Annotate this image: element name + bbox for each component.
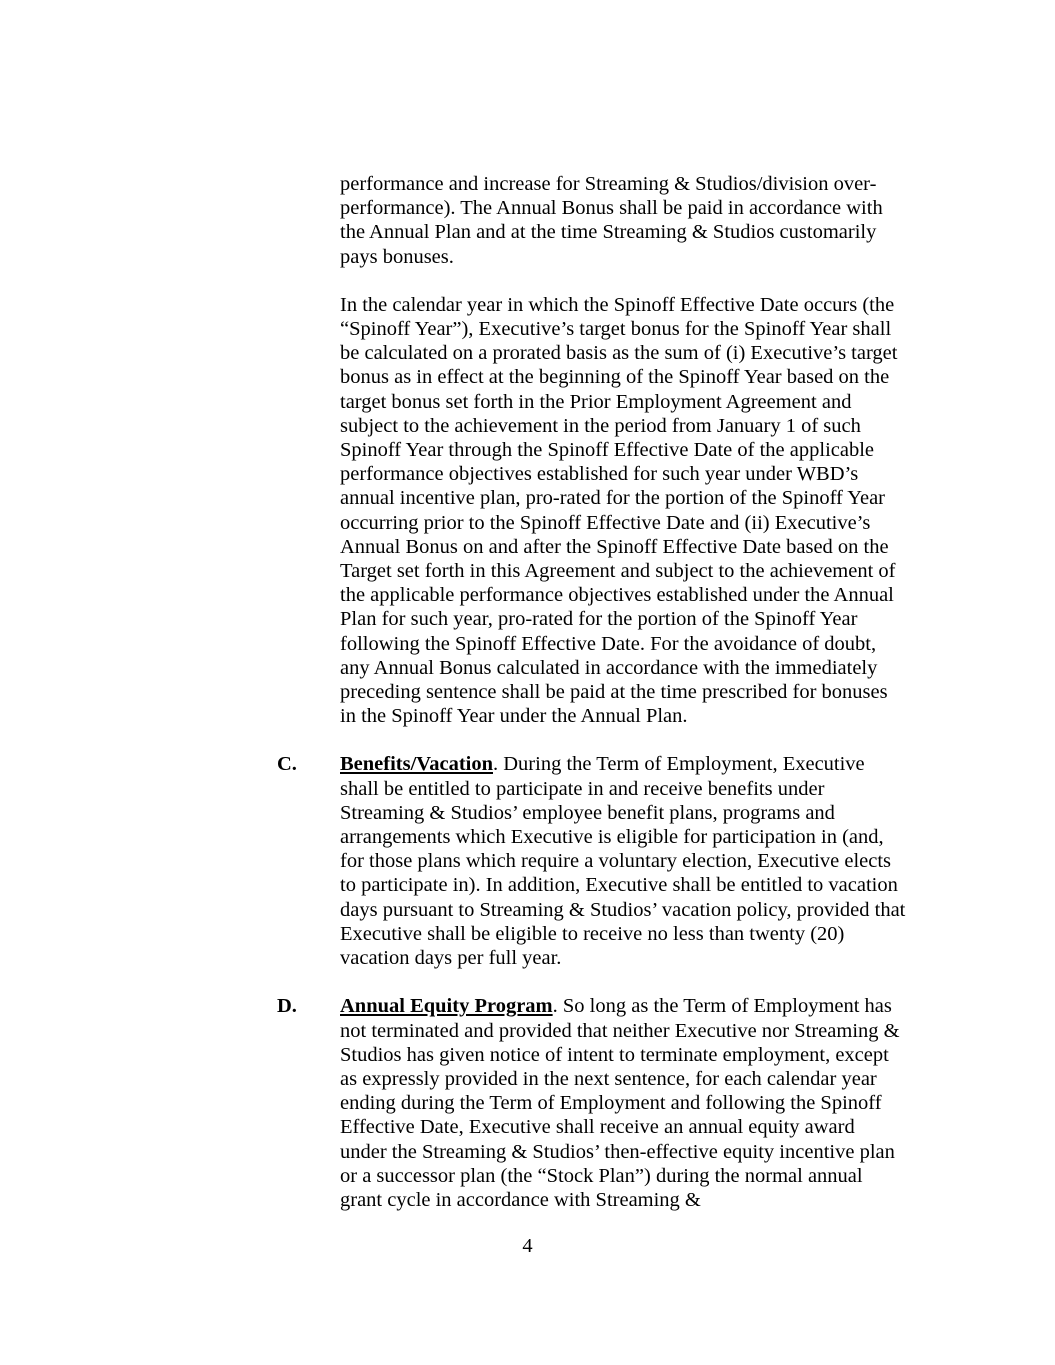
- body-paragraph: performance and increase for Streaming & Studios/division over-performance). The Annual Bonus shall be paid in accordance with the Annual Plan and at the time Streaming & Studios customarily pays bonuses.: [340, 173, 883, 268]
- document-body: [277, 172, 909, 1236]
- section-body-text: . So long as the Term of Employment has not terminated and provided that neither Executive nor Streaming & Studios has given notice of intent to terminate employment, except as expressly provided in the next sentence, for each calendar year ending during the Term of Employment and following the Spinoff Effective Date, Executive shall receive an annual equity award under the Streaming & Studios’ then-effective equity incentive plan or a successor plan (the “Stock Plan”) during the normal annual grant cycle in accordance with Streaming &: [340, 995, 900, 1211]
- section-heading: Annual Equity Program: [340, 995, 553, 1018]
- section-paragraph: [340, 994, 906, 1212]
- body-paragraph: In the calendar year in which the Spinoff Effective Date occurs (the “Spinoff Year”), Executive’s target bonus for the Spinoff Year shall be calculated on a prorated basis as the sum of (i) Executive’s target bonus as in effect at the beginning of the Spinoff Year based on the target bonus set forth in the Prior Employment Agreement and subject to the achievement in the period from January 1 of such Spinoff Year through the Spinoff Effective Date of the applicable performance objectives established for such year under WBD’s annual incentive plan, pro-rated for the portion of the Spinoff Year occurring prior to the Spinoff Effective Date and (ii) Executive’s Annual Bonus on and after the Spinoff Effective Date based on the Target set forth in this Agreement and subject to the achievement of the applicable performance objectives established under the Annual Plan for such year, pro-rated for the portion of the Spinoff Year following the Spinoff Effective Date. For the avoidance of doubt, any Annual Bonus calculated in accordance with the immediately preceding sentence shall be paid at the time prescribed for bonuses in the Spinoff Year under the Annual Plan.: [340, 293, 898, 728]
- section-d: [277, 994, 909, 1212]
- section-body-text: . During the Term of Employment, Executive shall be entitled to participate in and receive benefits under Streaming & Studios’ employee benefit plans, programs and arrangements which Executive is eligible for participation in (and, for those plans which require a voluntary election, Executive elects to participate in). In addition, Executive shall be entitled to vacation days pursuant to Streaming & Studios’ vacation policy, provided that Executive shall be eligible to receive no less than twenty (20) vacation days per full year.: [340, 753, 906, 970]
- section-letter: D.: [277, 995, 297, 1018]
- section-paragraph: [340, 752, 906, 970]
- page-number: 4: [522, 1235, 533, 1257]
- section-c: [277, 752, 909, 970]
- section-heading: Benefits/Vacation: [340, 753, 493, 776]
- section-letter: C.: [277, 753, 297, 776]
